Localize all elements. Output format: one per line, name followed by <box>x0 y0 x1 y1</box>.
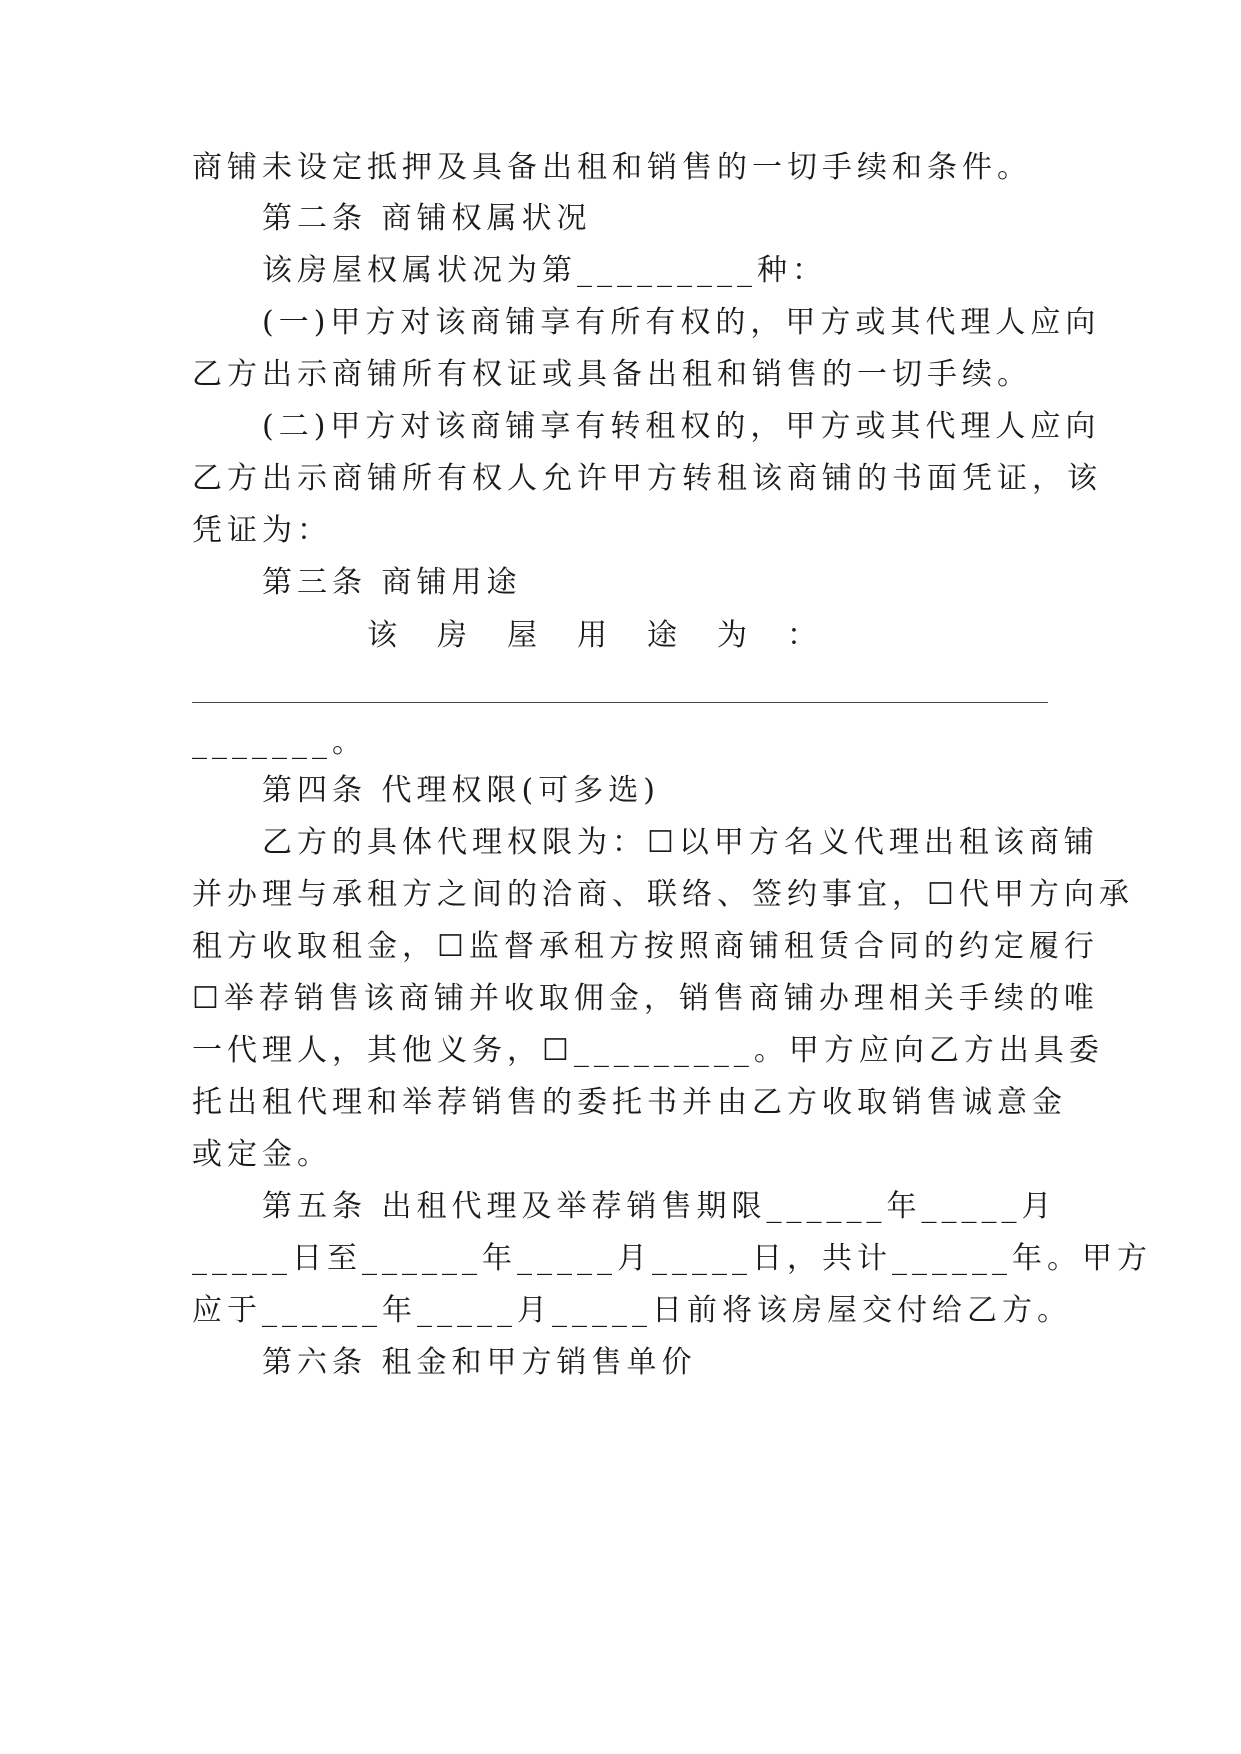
article-4-heading: 第四条 代理权限(可多选) <box>192 773 660 808</box>
paragraph-line: 该房屋权属状况为第_________种： <box>192 253 827 288</box>
article-5-heading: 第五条 出租代理及举荐销售期限______年_____月 <box>192 1189 1057 1224</box>
article-2-heading: 第二条 商铺权属状况 <box>192 201 592 236</box>
blank-fill-line <box>192 702 1048 703</box>
paragraph-line: 应于______年_____月_____日前将该房屋交付给乙方。 <box>192 1293 1072 1328</box>
article-6-heading: 第六条 租金和甲方销售单价 <box>192 1345 697 1380</box>
paragraph-line: 乙方出示商铺所有权证或具备出租和销售的一切手续。 <box>192 357 1032 392</box>
paragraph-line: _____日至______年_____月_____日，共计______年。甲方 <box>192 1241 1152 1276</box>
article-3-heading: 第三条 商铺用途 <box>192 565 522 600</box>
paragraph-line: 凭证为： <box>192 513 332 548</box>
paragraph-line: (一)甲方对该商铺享有所有权的，甲方或其代理人应向 <box>192 305 1101 340</box>
paragraph-line: 或定金。 <box>192 1137 332 1172</box>
paragraph-line: 租方收取租金，☐监督承租方按照商铺租赁合同的约定履行 <box>192 929 1099 964</box>
paragraph-line: 并办理与承租方之间的洽商、联络、签约事宜，☐代甲方向承 <box>192 877 1134 912</box>
paragraph-line: ☐举荐销售该商铺并收取佣金，销售商铺办理相关手续的唯 <box>192 981 1099 1016</box>
paragraph-line: _______。 <box>192 725 367 760</box>
paragraph-line: 乙方的具体代理权限为：☐以甲方名义代理出租该商铺 <box>192 825 1099 860</box>
paragraph-line: 一代理人，其他义务，☐_________。甲方应向乙方出具委 <box>192 1033 1104 1068</box>
paragraph-line: 托出租代理和举荐销售的委托书并由乙方收取销售诚意金 <box>192 1085 1067 1120</box>
paragraph-line: 乙方出示商铺所有权人允许甲方转租该商铺的书面凭证，该 <box>192 461 1102 496</box>
paragraph-line: 该 房 屋 用 途 为 ： <box>192 618 822 653</box>
paragraph-line: 商铺未设定抵押及具备出租和销售的一切手续和条件。 <box>192 150 1032 185</box>
paragraph-line: (二)甲方对该商铺享有转租权的，甲方或其代理人应向 <box>192 409 1101 444</box>
